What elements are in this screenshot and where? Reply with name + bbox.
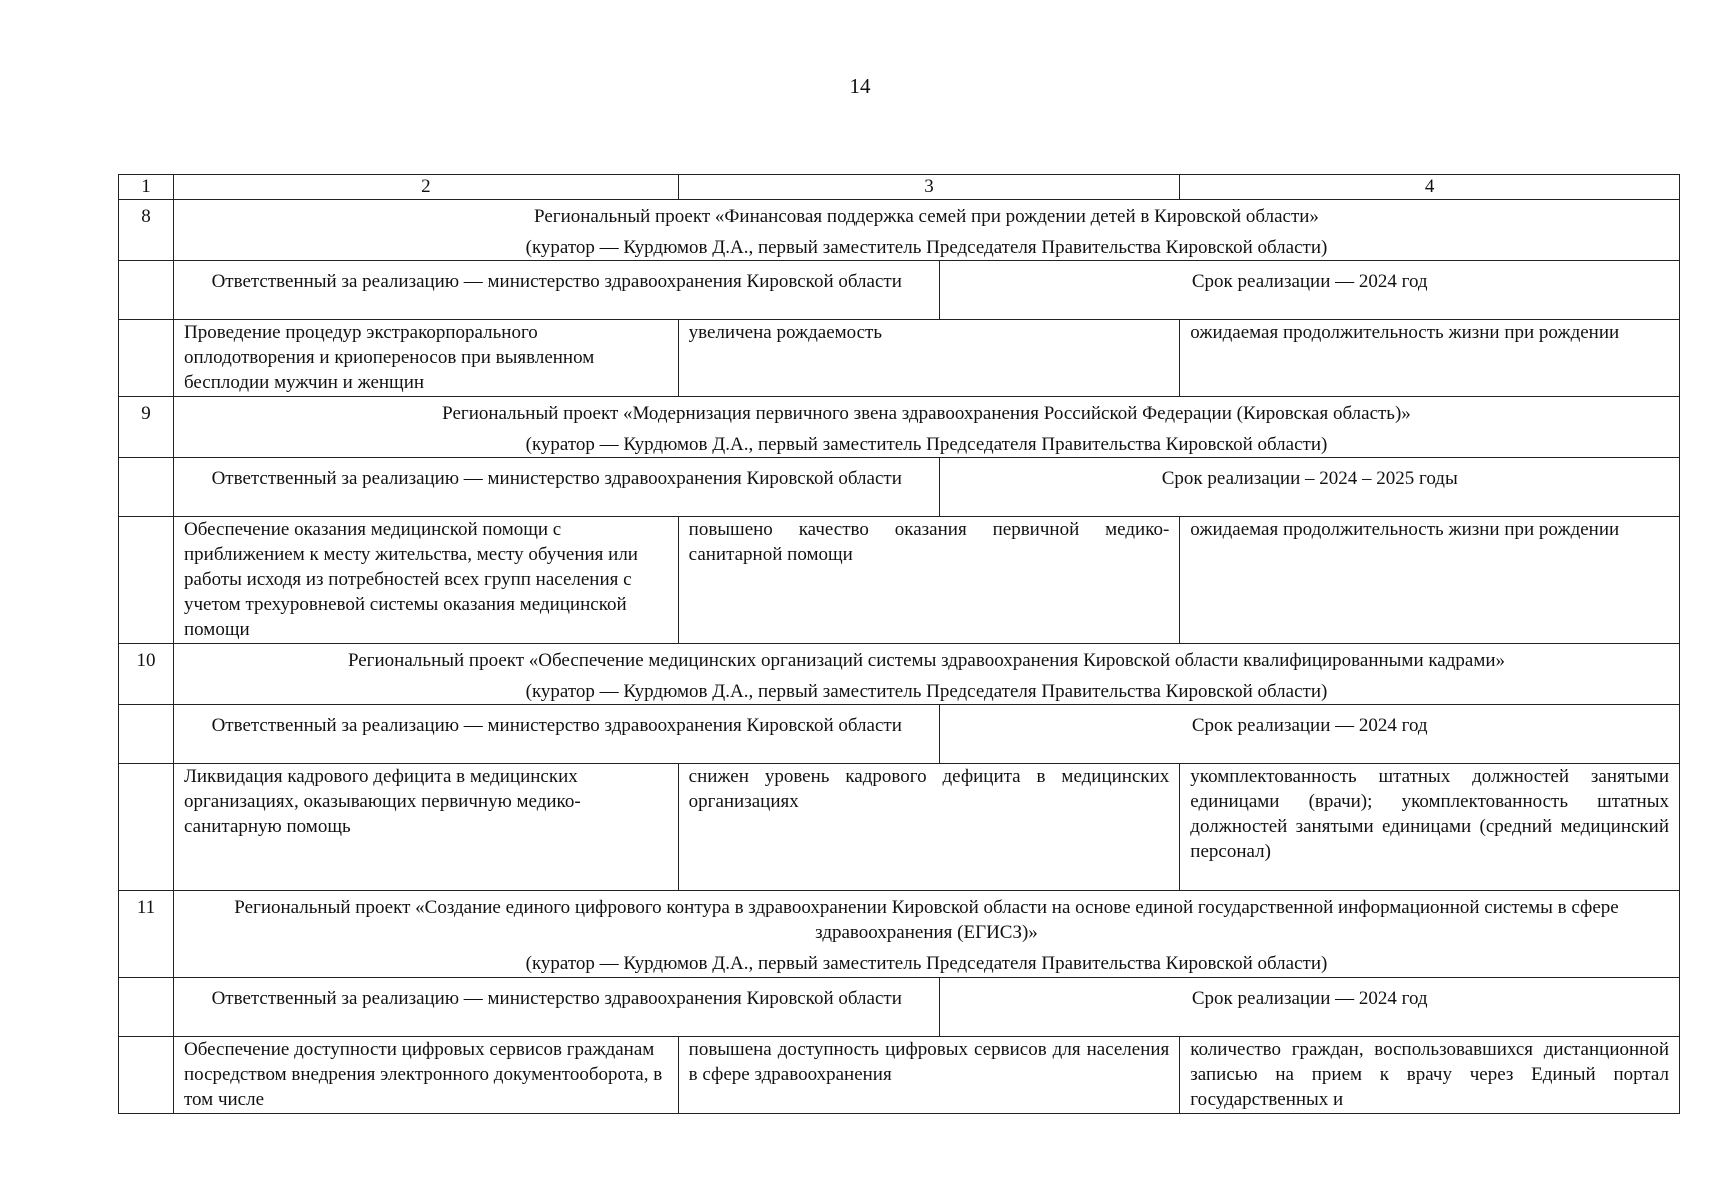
project-result: повышено качество оказания первичной медико-санитарной помощи [678,517,1180,644]
project-result: увеличена рождаемость [678,320,1180,397]
project-indicator: количество граждан, воспользовавшихся дистанционной записью на прием к врачу через Единый портал государственных и [1180,1037,1680,1114]
project-indicator: укомплектованность штатных должностей занятыми единицами (врачи); укомплектованность штатных должностей занятыми единицами (средний медицинский персонал) [1180,764,1680,891]
page-number: 14 [849,74,871,98]
project-result: повышена доступность цифровых сервисов для населения в сфере здравоохранения [678,1037,1180,1114]
project-task: Обеспечение доступности цифровых сервисов гражданам посредством внедрения электронного документооборота, в том числе [173,1037,678,1114]
project-term: Срок реализации — 2024 год [940,978,1680,1037]
project-responsible: Ответственный за реализацию — министерство здравоохранения Кировской области [173,705,939,764]
column-number: 1 [119,175,174,200]
project-curator: (куратор — Курдюмов Д.А., первый заместитель Председателя Правительства Кировской области) [525,953,1328,974]
project-detail-row [119,764,1680,891]
project-responsible-row [119,705,1680,764]
project-curator: (куратор — Курдюмов Д.А., первый заместитель Председателя Правительства Кировской области) [525,237,1328,258]
project-number: 8 [119,200,174,261]
project-detail-row [119,1037,1680,1114]
project-detail-row [119,517,1680,644]
project-responsible-row [119,978,1680,1037]
project-title-cell [173,200,1679,261]
column-number: 4 [1180,175,1680,200]
project-responsible: Ответственный за реализацию — министерство здравоохранения Кировской области [173,458,939,517]
project-title: Региональный проект «Создание единого цифрового контура в здравоохранении Кировской области на основе единой государственной информационной системы в сфере здравоохранения (ЕГИСЗ)» [234,897,1619,943]
column-number: 3 [678,175,1180,200]
project-curator: (куратор — Курдюмов Д.А., первый заместитель Председателя Правительства Кировской области) [525,681,1328,702]
project-responsible: Ответственный за реализацию — министерство здравоохранения Кировской области [173,978,939,1037]
project-title-cell [173,397,1679,458]
project-detail-row [119,320,1680,397]
project-title-row [119,397,1680,458]
project-title-cell [173,891,1679,978]
project-responsible: Ответственный за реализацию — министерство здравоохранения Кировской области [173,261,939,320]
project-result: снижен уровень кадрового дефицита в медицинских организациях [678,764,1180,891]
project-title: Региональный проект «Финансовая поддержка семей при рождении детей в Кировской области» [534,206,1319,227]
project-term: Срок реализации — 2024 год [940,705,1680,764]
project-responsible-row [119,458,1680,517]
project-task: Ликвидация кадрового дефицита в медицинских организациях, оказывающих первичную медико-санитарную помощь [173,764,678,891]
project-indicator: ожидаемая продолжительность жизни при рождении [1180,320,1680,397]
project-responsible-row [119,261,1680,320]
project-title: Региональный проект «Обеспечение медицинских организаций системы здравоохранения Кировской области квалифицированными кадрами» [347,650,1506,671]
project-task: Обеспечение оказания медицинской помощи с приближением к месту жительства, месту обучения или работы исходя из потребностей всех групп населения с учетом трехуровневой системы оказания медицинской помощи [173,517,678,644]
project-title-row [119,200,1680,261]
project-title-cell [173,644,1679,705]
project-title: Региональный проект «Модернизация первичного звена здравоохранения Российской Федерации (Кировская область)» [442,403,1411,424]
project-term: Срок реализации — 2024 год [940,261,1680,320]
project-title-row [119,891,1680,978]
column-numbers-row [119,175,1680,200]
project-term: Срок реализации – 2024 – 2025 годы [940,458,1680,517]
column-number: 2 [173,175,678,200]
project-task: Проведение процедур экстракорпорального оплодотворения и криопереносов при выявленном бесплодии мужчин и женщин [173,320,678,397]
project-indicator: ожидаемая продолжительность жизни при рождении [1180,517,1680,644]
project-number: 11 [119,891,174,978]
project-curator: (куратор — Курдюмов Д.А., первый заместитель Председателя Правительства Кировской области) [525,434,1328,455]
project-number: 9 [119,397,174,458]
projects-table [118,174,1680,1114]
project-number: 10 [119,644,174,705]
project-title-row [119,644,1680,705]
